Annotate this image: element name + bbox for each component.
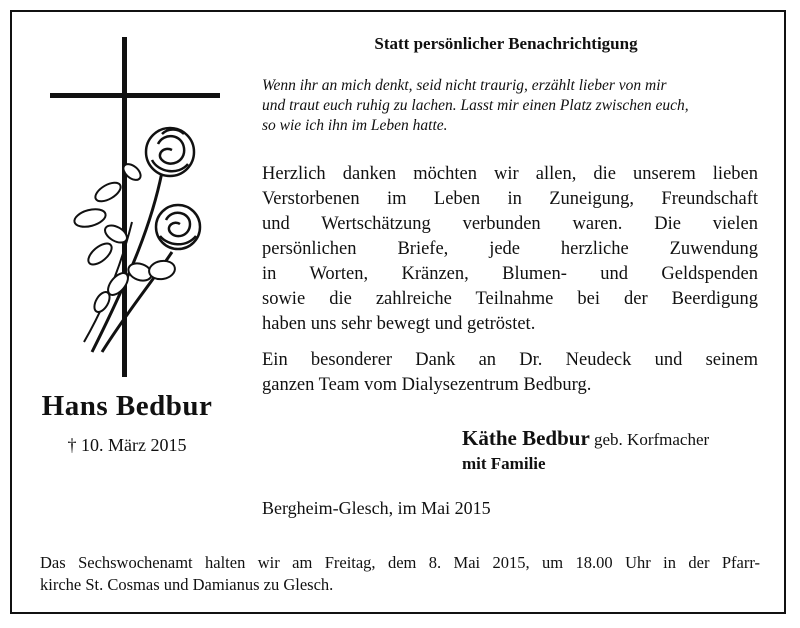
poem-line: Wenn ihr an mich denkt, seid nicht traurig, erzählt lieber von mir: [262, 77, 667, 94]
place-date: Bergheim-Glesch, im Mai 2015: [262, 498, 491, 518]
death-date: † 10. März 2015: [67, 435, 187, 455]
thank-you-text: [262, 162, 758, 337]
signer-line: [462, 426, 762, 452]
body-line: persönlichen Briefe, jede herzliche Zuwendung: [262, 239, 758, 259]
body-line: sowie die zahlreiche Teilnahme bei der Beerdigung: [262, 289, 758, 309]
special-thanks: [262, 348, 758, 398]
thanks-line: Ein besonderer Dank an Dr. Neudeck und seinem: [262, 350, 758, 370]
signer-family: mit Familie: [462, 454, 546, 473]
poem-line: so wie ich ihn im Leben hatte.: [262, 117, 448, 134]
cross-icon: [12, 22, 242, 382]
deceased-name: Hans Bedbur: [41, 390, 213, 422]
rose-icon: [146, 128, 194, 176]
signature-block: [462, 426, 762, 476]
body-line: haben uns sehr bewegt und getröstet.: [262, 314, 536, 334]
body-line: Verstorbenen im Leben in Zuneigung, Freundschaft: [262, 189, 758, 209]
note-line: kirche St. Cosmas und Damianus zu Glesch.: [40, 575, 334, 594]
signer-name: Käthe Bedbur: [462, 426, 590, 450]
note-line: Das Sechswochenamt halten wir am Freitag, dem 8. Mai 2015, um 18.00 Uhr in der Pfarr-: [40, 553, 760, 572]
thanks-line: ganzen Team vom Dialysezentrum Bedburg.: [262, 375, 592, 395]
body-line: Herzlich danken möchten wir allen, die unserem lieben: [262, 164, 758, 184]
poem-line: und traut euch ruhig zu lachen. Lasst mir einen Platz zwischen euch,: [262, 97, 689, 114]
heading: Statt persönlicher Benachrichtigung: [374, 34, 638, 53]
body-line: und Wertschätzung verbunden waren. Die vielen: [262, 214, 758, 234]
mass-announcement: [40, 552, 760, 596]
body-line: in Worten, Kränzen, Blumen- und Geldspenden: [262, 264, 758, 284]
poem: [262, 76, 762, 136]
signer-maiden-name: geb. Korfmacher: [594, 430, 710, 449]
